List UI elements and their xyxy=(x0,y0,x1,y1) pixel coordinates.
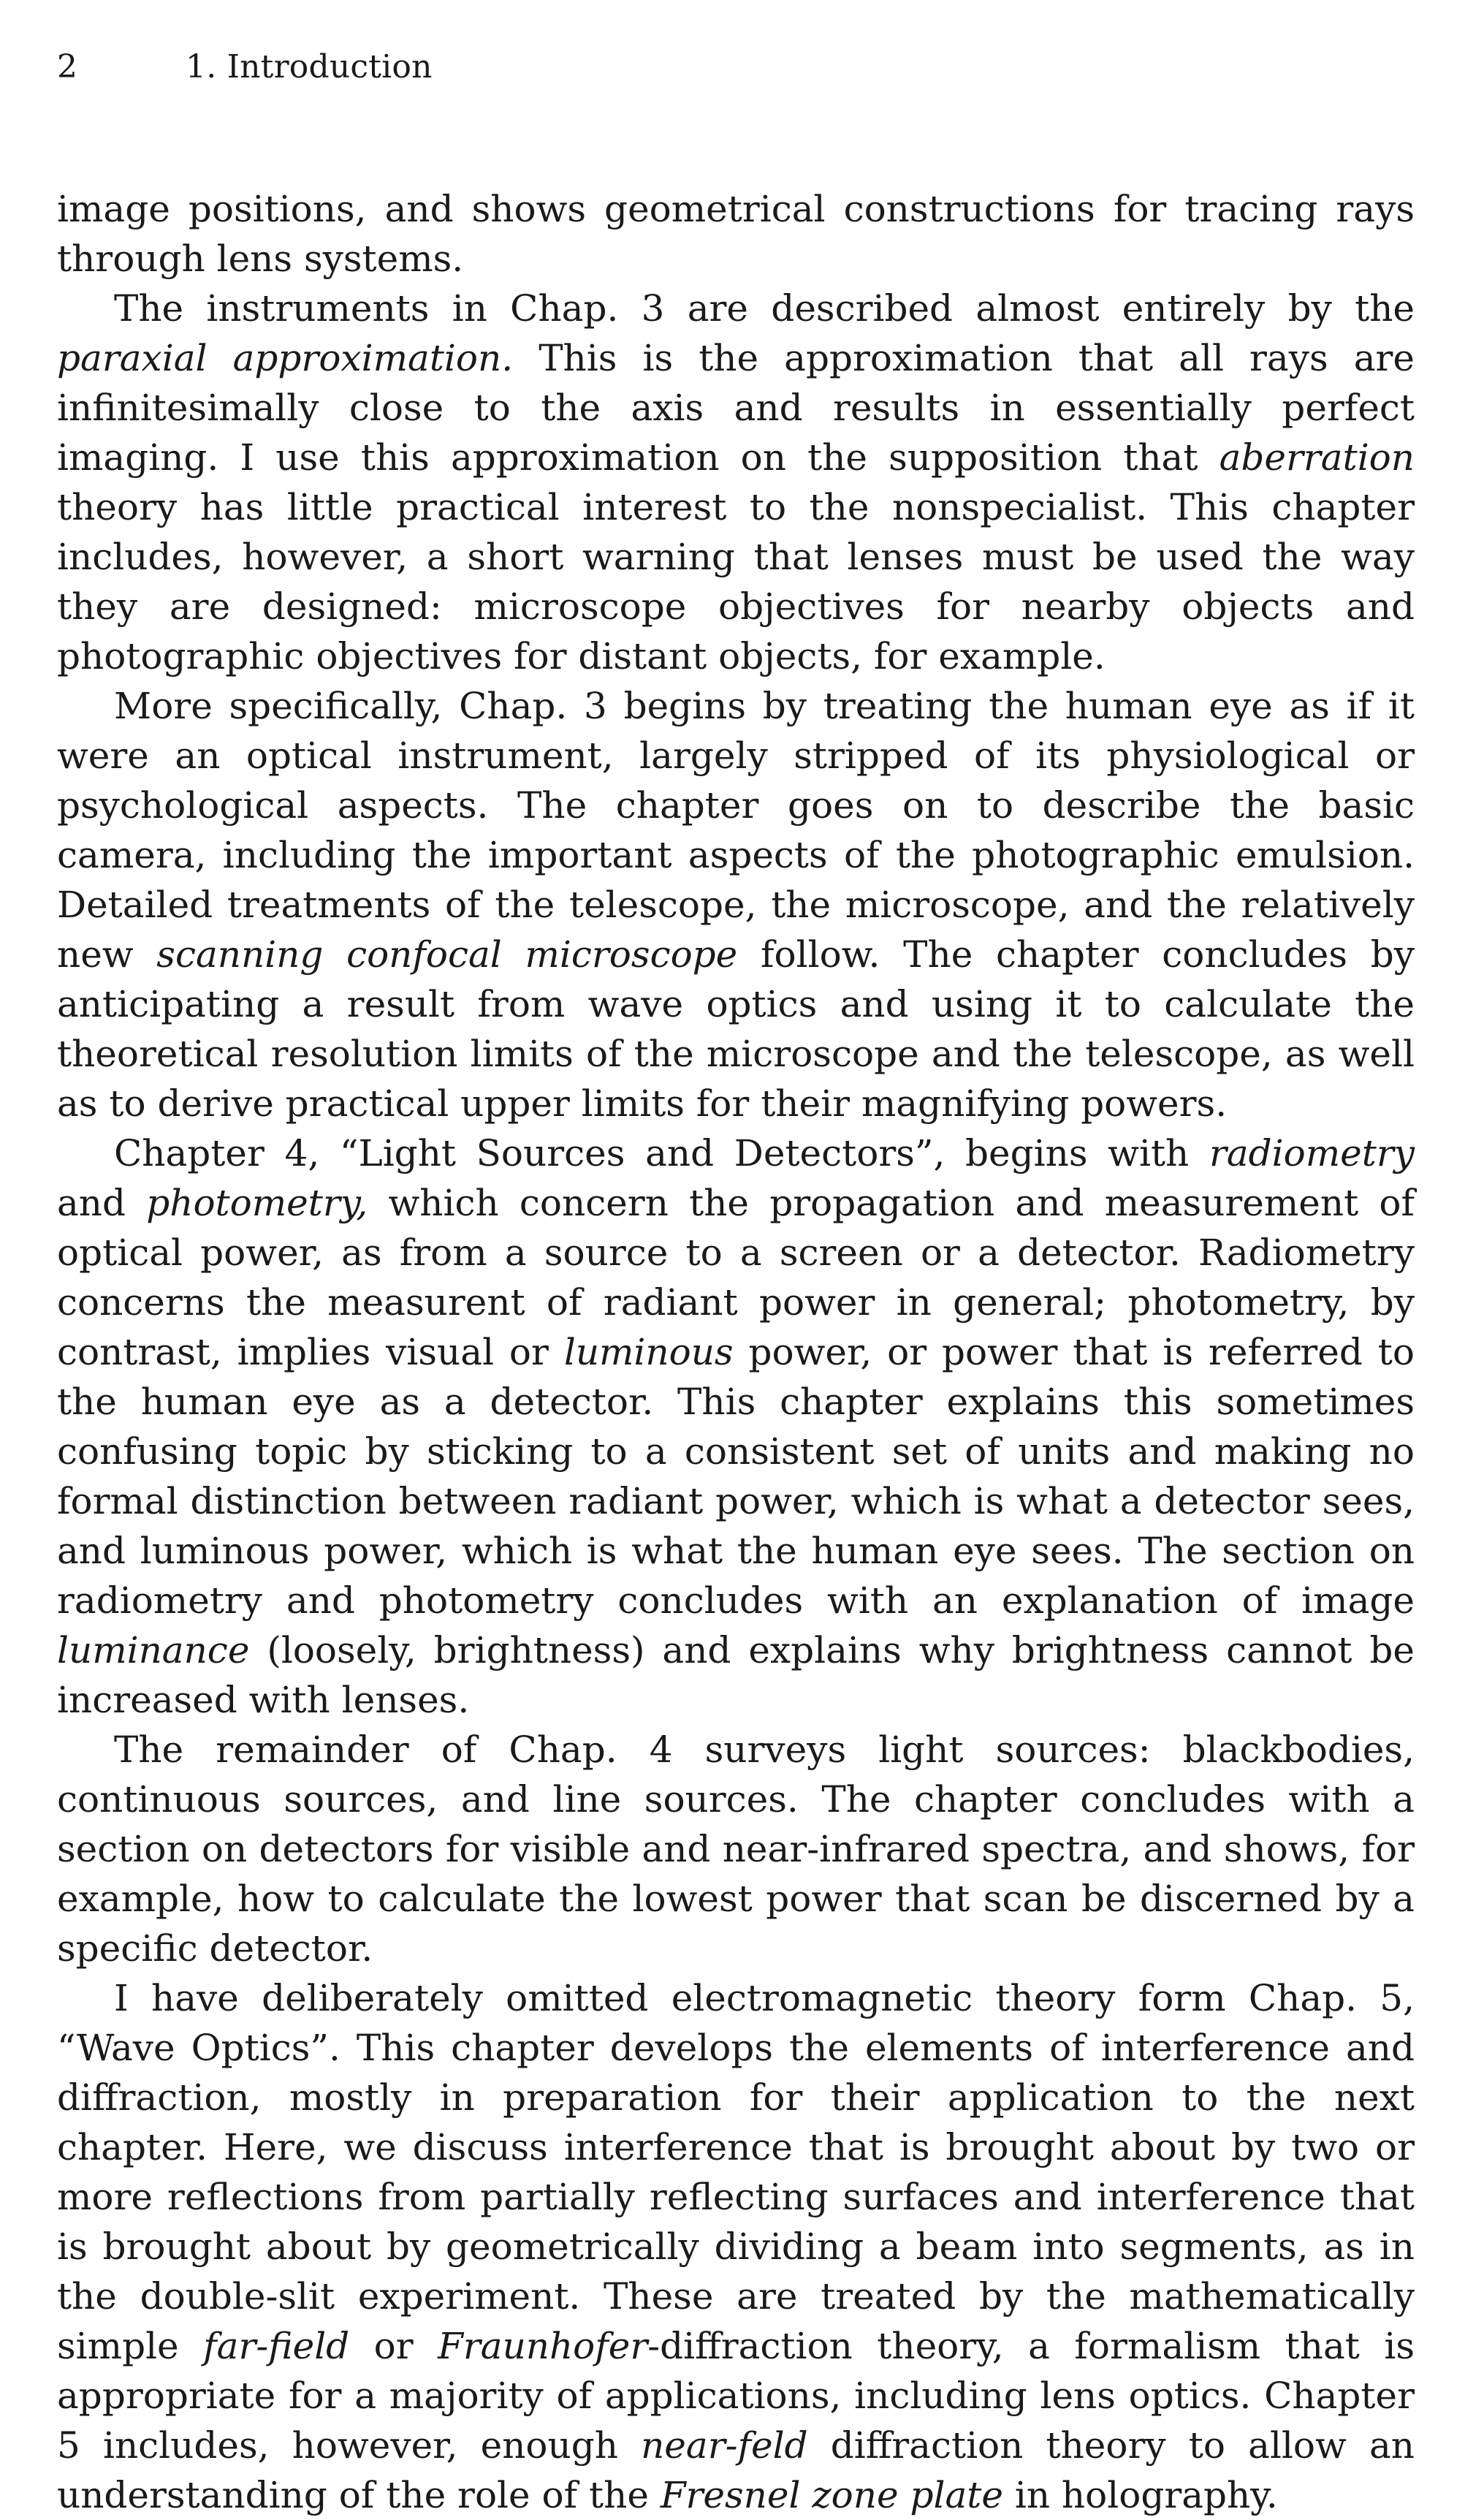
text-run: follow. The chapter concludes by anticipating a result from wave optics and using it to calculate the theoretical resolution limits of the microscope and the telescope, as well as to derive practical upper limits for their magnifying powers. xyxy=(57,933,1415,1125)
emphasized-term: luminous xyxy=(563,1331,734,1373)
paragraph xyxy=(57,284,1415,681)
text-run: diffraction theory to allow an understanding of the role of the xyxy=(57,2424,1415,2516)
emphasized-term: near-feld xyxy=(641,2424,808,2467)
text-run: in holography. xyxy=(1002,2474,1278,2516)
running-head xyxy=(57,38,1415,96)
text-run: (loosely, brightness) and explains why brightness cannot be increased with lenses. xyxy=(57,1629,1415,1721)
text-run: theory has little practical interest to the nonspecialist. This chapter includes, however, a short warning that lenses must be used the way they are designed: microscope objectives for nearby objects and photographic objectives for distant objects, for example. xyxy=(57,486,1415,678)
text-run: or xyxy=(349,2325,438,2367)
chapter-title: 1. Introduction xyxy=(186,48,433,86)
paragraph xyxy=(57,681,1415,1128)
paragraph xyxy=(57,1128,1415,1725)
book-page xyxy=(57,38,1415,2520)
emphasized-term: aberration xyxy=(1219,436,1415,479)
paragraph xyxy=(57,184,1415,284)
page-number: 2 xyxy=(57,48,77,86)
body-text xyxy=(57,184,1415,2520)
text-run: which concern the propagation and measurement of optical power, as from a source to a screen or a detector. Radiometry concerns the measurent of radiant power in general; photometry, by contrast, implies visual or xyxy=(57,1182,1415,1373)
paragraph xyxy=(57,1973,1415,2520)
text-run: and xyxy=(57,1182,147,1224)
emphasized-term: scanning confocal microscope xyxy=(156,933,738,976)
text-run: The instruments in Chap. 3 are described almost entirely by the xyxy=(114,287,1415,330)
emphasized-term: photometry, xyxy=(146,1182,368,1224)
paragraph xyxy=(57,1725,1415,1973)
text-run: Chapter 4, “Light Sources and Detectors”, begins with xyxy=(114,1132,1209,1174)
emphasized-term: luminance xyxy=(57,1629,250,1671)
text-run: -diffraction theory, a formalism that is appropriate for a majority of applications, including lens optics. Chapter 5 includes, however, enough xyxy=(57,2325,1415,2467)
emphasized-term: paraxial approximation. xyxy=(57,337,514,379)
emphasized-term: Fraunhofer xyxy=(438,2325,648,2367)
text-run: power, or power that is referred to the human eye as a detector. This chapter explains this sometimes confusing topic by sticking to a consistent set of units and making no formal distinction between radiant power, which is what a detector sees, and luminous power, which is what the human eye sees. The section on radiometry and photometry concludes with an explanation of image xyxy=(57,1331,1415,1622)
text-run: More specifically, Chap. 3 begins by treating the human eye as if it were an optical instrument, largely stripped of its physiological or psychological aspects. The chapter goes on to describe the basic camera, including the important aspects of the photographic emulsion. Detailed treatments of the telescope, the microscope, and the relatively new xyxy=(57,685,1415,976)
text-run: I have deliberately omitted electromagnetic theory form Chap. 5, “Wave Optics”. This chapter develops the elements of interference and diffraction, mostly in preparation for their application to the next chapter. Here, we discuss interference that is brought about by two or more reflections from partially reflecting surfaces and interference that is brought about by geometrically dividing a beam into segments, as in the double-slit experiment. These are treated by the mathematically simple xyxy=(57,1977,1415,2367)
text-run: This is the approximation that all rays are infinitesimally close to the axis and results in essentially perfect imaging. I use this approximation on the supposition that xyxy=(57,337,1415,479)
emphasized-term: radiometry xyxy=(1209,1132,1415,1174)
text-run: The remainder of Chap. 4 surveys light sources: blackbodies, continuous sources, and line sources. The chapter concludes with a section on detectors for visible and near-infrared spectra, and shows, for example, how to calculate the lowest power that scan be discerned by a specific detector. xyxy=(57,1728,1415,1970)
emphasized-term: far-field xyxy=(203,2325,350,2367)
text-run: image positions, and shows geometrical constructions for tracing rays through lens systems. xyxy=(57,188,1415,280)
emphasized-term: Fresnel zone plate xyxy=(660,2474,1003,2516)
